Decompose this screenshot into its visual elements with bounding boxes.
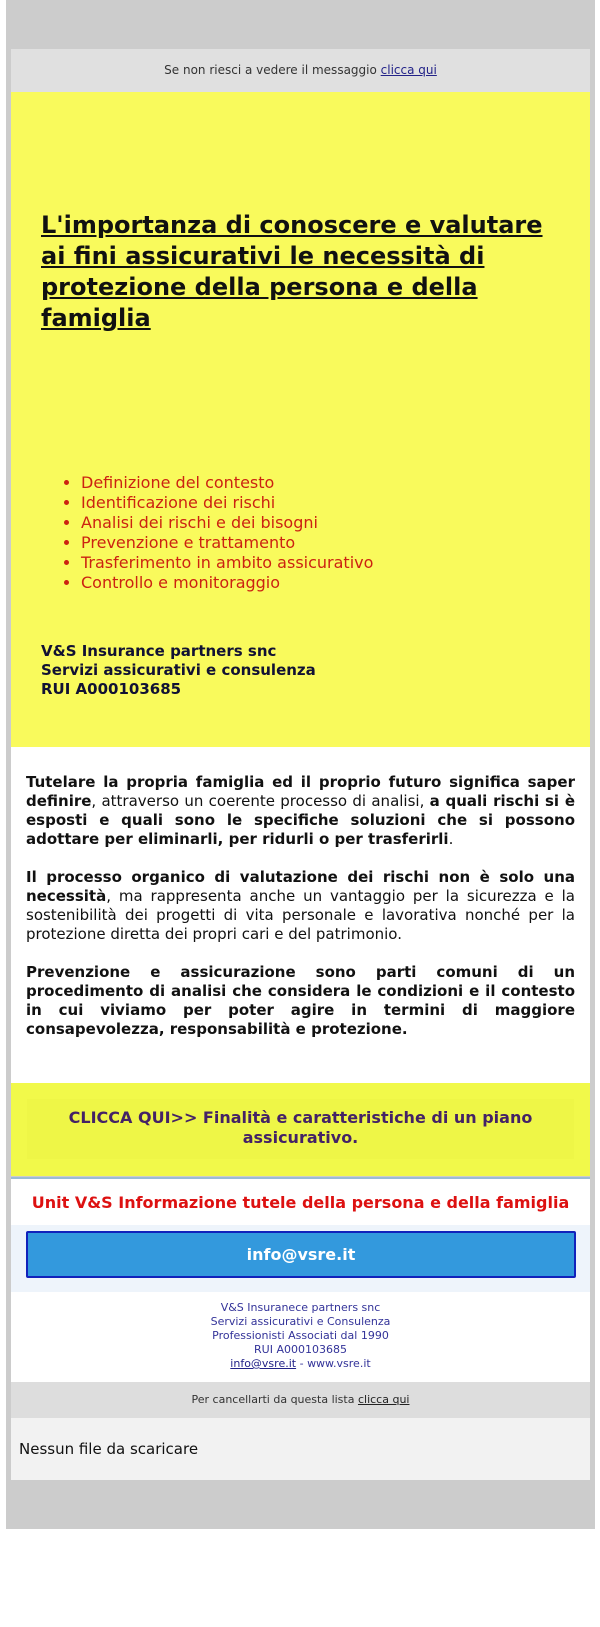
company-name: V&S Insurance partners snc bbox=[41, 642, 277, 660]
paragraph-1 bbox=[26, 773, 575, 849]
footer-website: www.vsre.it bbox=[307, 1357, 371, 1370]
footer-separator: - bbox=[296, 1357, 308, 1370]
preheader-text: Se non riesci a vedere il messaggio bbox=[164, 63, 381, 77]
unit-title: Unit V&S Informazione tutele della persona e della famiglia bbox=[11, 1179, 590, 1225]
footer-email-link[interactable]: info@vsre.it bbox=[230, 1357, 297, 1370]
topics-list bbox=[51, 473, 373, 593]
cta-section bbox=[11, 1083, 590, 1176]
footer-services: Servizi assicurativi e Consulenza bbox=[210, 1315, 391, 1328]
paragraph-2-bold-a: Il processo organico di valutazione dei rischi non è solo una necessità bbox=[26, 868, 575, 905]
company-rui: RUI A000103685 bbox=[41, 680, 182, 698]
attachments-section bbox=[11, 1418, 590, 1480]
paragraph-3-bold: Prevenzione e assicurazione sono parti comuni di un procedimento di analisi che considera le condizioni e il contesto in cui viviamo per poter agire in termini di maggiore consapevolezza, responsabilità e protezione. bbox=[26, 963, 575, 1038]
footer-rui: RUI A000103685 bbox=[254, 1343, 347, 1356]
preheader bbox=[11, 49, 590, 92]
hero-title: L'importanza di conoscere e valutare ai fini assicurativi le necessità di protezione della persona e della famiglia bbox=[41, 211, 543, 332]
company-info bbox=[41, 642, 541, 699]
cta-link[interactable]: CLICCA QUI>> Finalità e caratteristiche di un piano assicurativo. bbox=[27, 1099, 574, 1159]
paragraph-3 bbox=[26, 963, 575, 1039]
paragraph-2-text-b: , ma rappresenta anche un vantaggio per la sicurezza e la sostenibilità dei progetti di vita personale e lavorativa nonché per la protezione diretta dei propri cari e del patrimonio. bbox=[26, 887, 575, 943]
list-item: • Identificazione dei rischi bbox=[81, 493, 373, 513]
footer bbox=[11, 1292, 590, 1382]
list-item: • Trasferimento in ambito assicurativo bbox=[81, 553, 373, 573]
footer-since: Professionisti Associati dal 1990 bbox=[212, 1329, 389, 1342]
paragraph-1-bold-c: a quali rischi si è esposti e quali sono le specifiche soluzioni che si possono adottare per eliminarli, per ridurli o per trasferirli bbox=[26, 792, 575, 848]
email-button[interactable]: info@vsre.it bbox=[26, 1231, 576, 1278]
footer-company: V&S Insuranece partners snc bbox=[220, 1301, 381, 1314]
hero-section bbox=[11, 92, 590, 747]
unsubscribe-bar bbox=[11, 1382, 590, 1418]
paragraph-1-text-d: . bbox=[448, 830, 454, 848]
company-description: Servizi assicurativi e consulenza bbox=[41, 661, 316, 679]
list-item: • Prevenzione e trattamento bbox=[81, 533, 373, 553]
no-files-text: Nessun file da scaricare bbox=[19, 1440, 199, 1458]
unsubscribe-link[interactable]: clicca qui bbox=[357, 1393, 410, 1406]
email-container bbox=[6, 0, 595, 1529]
paragraph-1-bold-a: Tutelare la propria famiglia ed il proprio futuro significa saper definire bbox=[26, 773, 575, 810]
view-in-browser-link[interactable]: clicca qui bbox=[380, 63, 437, 77]
list-item: • Analisi dei rischi e dei bisogni bbox=[81, 513, 373, 533]
unsubscribe-text: Per cancellarti da questa lista bbox=[191, 1393, 358, 1406]
footer-contacts bbox=[11, 1357, 590, 1371]
paragraph-2 bbox=[26, 868, 575, 944]
list-item: • Controllo e monitoraggio bbox=[81, 573, 373, 593]
email-section bbox=[11, 1225, 590, 1292]
paragraph-1-text-b: , attraverso un coerente processo di analisi, bbox=[91, 792, 430, 810]
list-item: • Definizione del contesto bbox=[81, 473, 373, 493]
body-text bbox=[11, 747, 590, 1083]
